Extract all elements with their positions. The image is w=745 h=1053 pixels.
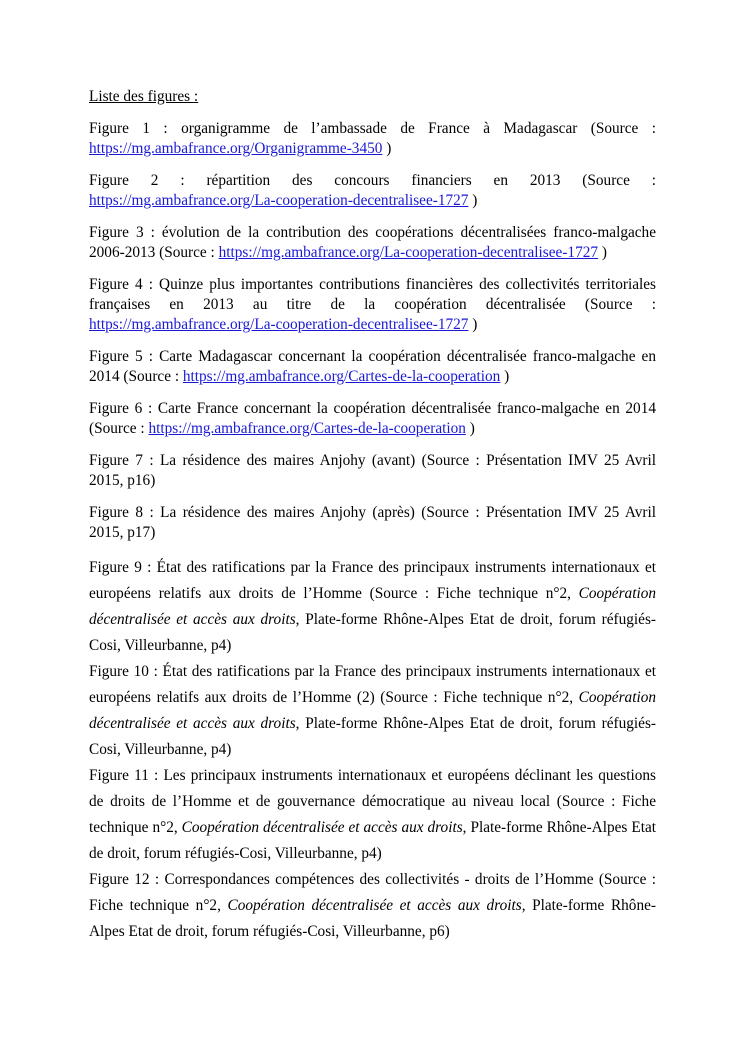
source-link-2[interactable]: https://mg.ambafrance.org/La-cooperation-decentralisee-1727 [89,192,469,209]
figure-entry-1: Figure 1 : organigramme de l’ambassade de France à Madagascar (Source : https://mg.ambafrance.org/Organigramme-3450 ) [89,120,656,157]
document-page [89,87,656,945]
source-link-5[interactable]: https://mg.ambafrance.org/Cartes-de-la-cooperation [182,368,501,385]
figure-entry-8: Figure 8 : La résidence des maires Anjohy (après) (Source : Présentation IMV 25 Avril 2015, p17) [89,504,656,541]
figure-entry-11: Figure 11 : Les principaux instruments internationaux et européens déclinant les questions de droits de l’Homme et de gouvernance démocratique au niveau local (Source : Fiche technique n°2, Coopération décentralisée et accès aux droits, Plate-forme Rhône-Alpes Etat de droit, forum réfugiés-Cosi, Villeurbanne, p4) [89,767,656,862]
list-heading: Liste des figures : [89,88,199,105]
figure-entry-10: Figure 10 : État des ratifications par la France des principaux instruments internationaux et européens relatifs aux droits de l’Homme (2) (Source : Fiche technique n°2, Coopération décentralisée et accès aux droits, Plate-forme Rhône-Alpes Etat de droit, forum réfugiés-Cosi, Villeurbanne, p4) [89,663,656,758]
source-link-4[interactable]: https://mg.ambafrance.org/La-cooperation-decentralisee-1727 [89,316,469,333]
figure-entry-4: Figure 4 : Quinze plus importantes contributions financières des collectivités territoriales françaises en 2013 au titre de la coopération décentralisée (Source : https://mg.ambafrance.org/La-cooperation-decentralisee-1727 ) [89,276,656,333]
source-link-1[interactable]: https://mg.ambafrance.org/Organigramme-3450 [89,140,383,157]
figure-entry-6: Figure 6 : Carte France concernant la coopération décentralisée franco-malgache en 2014 (Source : https://mg.ambafrance.org/Cartes-de-la-cooperation ) [89,400,656,437]
source-link-6[interactable]: https://mg.ambafrance.org/Cartes-de-la-cooperation [148,420,466,437]
figure-entry-12: Figure 12 : Correspondances compétences des collectivités - droits de l’Homme (Source : Fiche technique n°2, Coopération décentralisée et accès aux droits, Plate-forme Rhône-Alpes Etat de droit, forum réfugiés-Cosi, Villeurbanne, p6) [89,871,656,940]
figure-entry-3: Figure 3 : évolution de la contribution des coopérations décentralisées franco-malgache 2006-2013 (Source : https://mg.ambafrance.org/La-cooperation-decentralisee-1727 ) [89,224,656,261]
source-link-3[interactable]: https://mg.ambafrance.org/La-cooperation-decentralisee-1727 [218,244,599,261]
figure-entry-2: Figure 2 : répartition des concours financiers en 2013 (Source : https://mg.ambafrance.org/La-cooperation-decentralisee-1727 ) [89,172,656,209]
figure-entry-5: Figure 5 : Carte Madagascar concernant la coopération décentralisée franco-malgache en 2014 (Source : https://mg.ambafrance.org/Cartes-de-la-cooperation ) [89,348,656,385]
figure-entry-7: Figure 7 : La résidence des maires Anjohy (avant) (Source : Présentation IMV 25 Avril 2015, p16) [89,452,656,489]
figure-entry-9: Figure 9 : État des ratifications par la France des principaux instruments internationaux et européens relatifs aux droits de l’Homme (Source : Fiche technique n°2, Coopération décentralisée et accès aux droits, Plate-forme Rhône-Alpes Etat de droit, forum réfugiés-Cosi, Villeurbanne, p4) [89,559,656,654]
